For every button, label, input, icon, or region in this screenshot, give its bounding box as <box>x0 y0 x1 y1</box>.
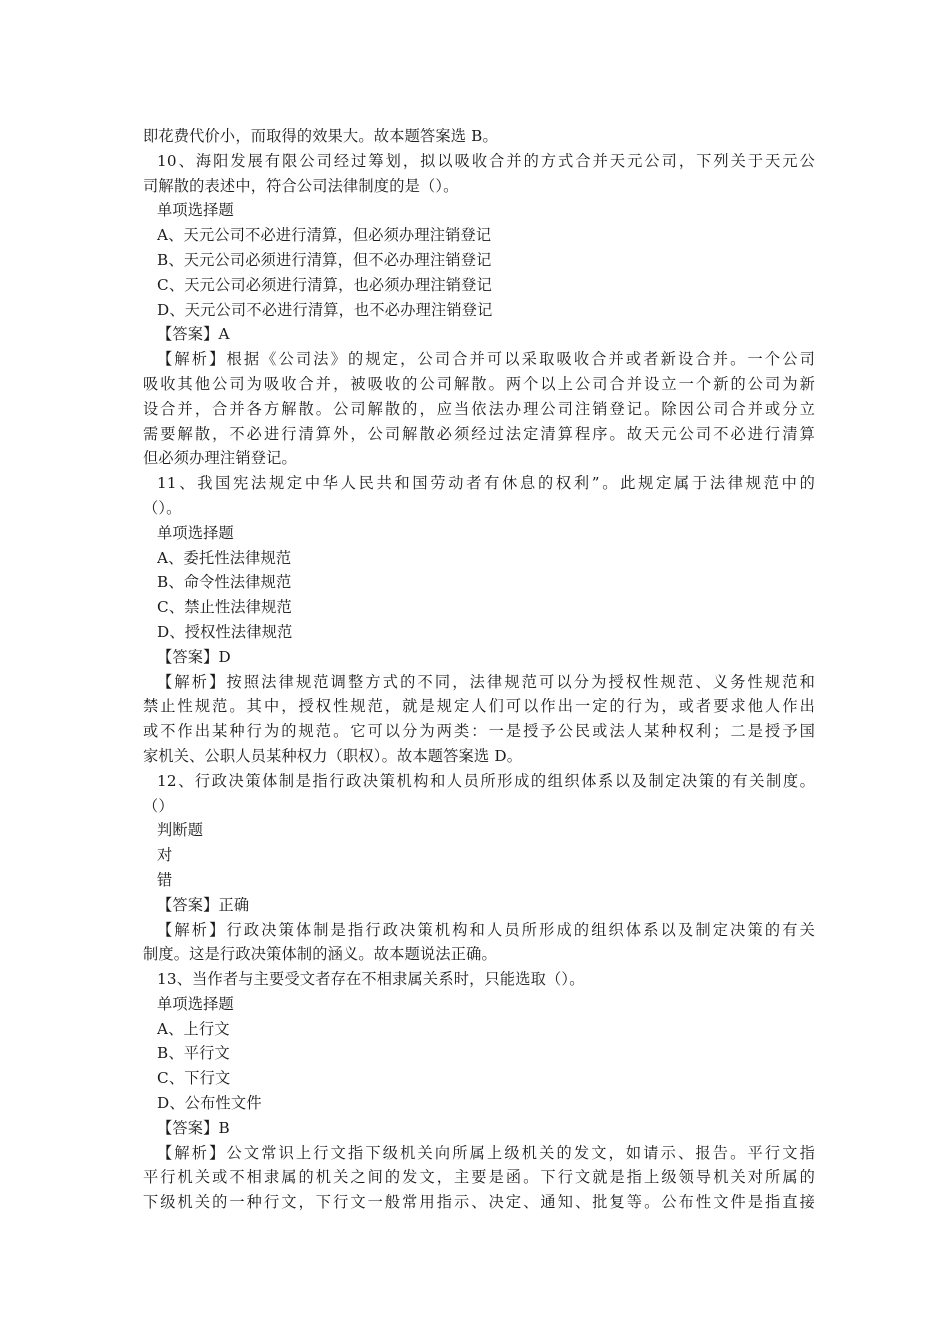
text-line: 对 <box>157 846 173 865</box>
text-line: A、上行文 <box>157 1019 230 1038</box>
text-line: （） <box>143 796 174 815</box>
text-line: 禁止性规范。其中，授权性规范，就是规定人们可以作出一定的行为，或者要求他人作出 <box>143 697 815 716</box>
text-line: B、天元公司必须进行清算，但不必办理注销登记 <box>157 250 492 269</box>
text-line: 13、当作者与主要受文者存在不相隶属关系时，只能选取（）。 <box>157 970 585 989</box>
text-line: 12、行政决策体制是指行政决策机构和人员所形成的组织体系以及制定决策的有关制度。 <box>157 771 815 790</box>
text-line: 或不作出某种行为的规范。它可以分为两类：一是授予公民或法人某种权利；二是授予国 <box>143 722 815 741</box>
text-line: 11、我国宪法规定中华人民共和国劳动者有休息的权利”。此规定属于法律规范中的 <box>157 474 815 493</box>
text-line: D、授权性法律规范 <box>157 622 293 641</box>
text-line: 制度。这是行政决策体制的涵义。故本题说法正确。 <box>143 945 497 964</box>
text-line: D、天元公司不必进行清算，也不必办理注销登记 <box>157 300 493 319</box>
text-line: 下级机关的一种行文，下行文一般常用指示、决定、通知、批复等。公布性文件是指直接 <box>143 1193 815 1212</box>
text-line: 【解析】根据《公司法》的规定，公司合并可以采取吸收合并或者新设合并。一个公司 <box>157 350 815 369</box>
text-line: A、天元公司不必进行清算，但必须办理注销登记 <box>157 226 492 245</box>
text-line: 平行机关或不相隶属的机关之间的发文，主要是函。下行文就是指上级领导机关对所属的 <box>143 1168 815 1187</box>
text-line: 即花费代价小，而取得的效果大。故本题答案选 B。 <box>143 127 498 145</box>
text-line: D、公布性文件 <box>157 1094 262 1113</box>
text-line: 【答案】正确 <box>157 895 250 914</box>
text-line: 单项选择题 <box>157 994 234 1013</box>
text-line: （）。 <box>143 498 182 517</box>
text-line: B、平行文 <box>157 1044 230 1063</box>
text-line: 判断题 <box>157 821 204 840</box>
document-page <box>143 124 815 1215</box>
text-line: C、天元公司必须进行清算，也必须办理注销登记 <box>157 275 492 294</box>
text-line: 需要解散，不必进行清算外，公司解散必须经过法定清算程序。故天元公司不必进行清算 <box>143 424 815 443</box>
text-line: 设合并，合并各方解散。公司解散的，应当依法办理公司注销登记。除因公司合并或分立 <box>143 399 815 418</box>
text-line: 【解析】公文常识上行文指下级机关向所属上级机关的发文，如请示、报告。平行文指 <box>157 1143 815 1162</box>
text-line: 错 <box>157 870 173 889</box>
text-line: 【答案】A <box>157 325 230 344</box>
text-line: 【答案】D <box>157 647 231 666</box>
text-line: B、命令性法律规范 <box>157 573 292 592</box>
text-line: C、下行文 <box>157 1069 231 1088</box>
text-line: 家机关、公职人员某种权力（职权）。故本题答案选 D。 <box>143 746 523 765</box>
text-line: 【解析】行政决策体制是指行政决策机构和人员所形成的组织体系以及制定决策的有关 <box>157 920 815 939</box>
text-line: A、委托性法律规范 <box>157 548 292 567</box>
text-line: 司解散的表述中，符合公司法律制度的是（）。 <box>143 176 459 195</box>
text-line: 但必须办理注销登记。 <box>143 449 297 468</box>
text-line: C、禁止性法律规范 <box>157 598 292 617</box>
text-line: 吸收其他公司为吸收合并，被吸收的公司解散。两个以上公司合并设立一个新的公司为新 <box>143 374 815 393</box>
text-line: 10、海阳发展有限公司经过筹划，拟以吸收合并的方式合并天元公司，下列关于天元公 <box>157 151 815 170</box>
text-line: 单项选择题 <box>157 201 234 220</box>
text-line: 【解析】按照法律规范调整方式的不同，法律规范可以分为授权性规范、义务性规范和 <box>157 672 815 691</box>
text-line: 单项选择题 <box>157 523 234 542</box>
text-line: 【答案】B <box>157 1118 230 1137</box>
